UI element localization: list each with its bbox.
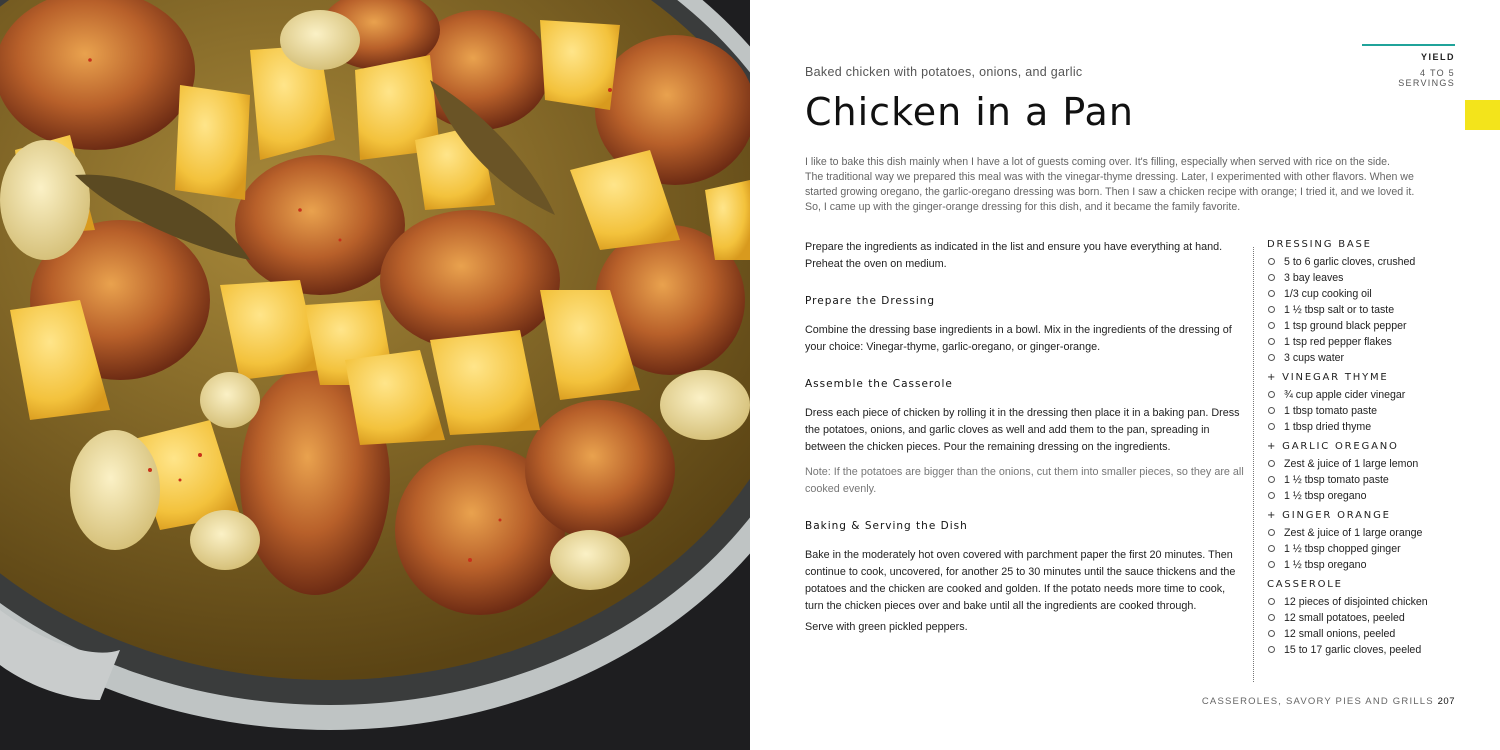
method-column	[805, 239, 1245, 640]
step-heading: Baking & Serving the Dish	[805, 520, 968, 532]
ingredient-item: 1 tsp red pepper flakes	[1267, 334, 1467, 350]
ingredient-item: 3 bay leaves	[1267, 270, 1467, 286]
ingredient-item: 1/3 cup cooking oil	[1267, 286, 1467, 302]
ingredient-group-garlic-oregano	[1267, 441, 1467, 504]
recipe-page	[750, 0, 1500, 750]
ingredient-item: 1 tsp ground black pepper	[1267, 318, 1467, 334]
footer-section: CASSEROLES, SAVORY PIES AND GRILLS	[1201, 696, 1434, 707]
ingredient-list	[1267, 254, 1467, 366]
ingredient-item: 1 ½ tbsp oregano	[1267, 557, 1467, 573]
column-divider	[1253, 247, 1254, 682]
ingredient-item: 1 tbsp tomato paste	[1267, 403, 1467, 419]
ingredient-item: ¾ cup apple cider vinegar	[1267, 387, 1467, 403]
ingredient-item: 1 ½ tbsp chopped ginger	[1267, 541, 1467, 557]
ingredient-list	[1267, 594, 1467, 658]
ingredient-group-heading: DRESSING BASE	[1267, 239, 1372, 250]
ingredient-item: 5 to 6 garlic cloves, crushed	[1267, 254, 1467, 270]
yield-box	[1362, 44, 1455, 88]
ingredient-list	[1267, 456, 1467, 504]
yield-accent-rule	[1362, 44, 1455, 46]
recipe-subtitle: Baked chicken with potatoes, onions, and garlic	[805, 65, 1083, 79]
step-text: Dress each piece of chicken by rolling it in the dressing then place it in a baking pan. Dress the potatoes, onions, and garlic cloves as well and add them to the pan, spreading in between the chicken pieces. Pour the remaining dressing on the ingredients.	[805, 407, 1240, 453]
ingredient-list	[1267, 387, 1467, 435]
intro-line: I like to bake this dish mainly when I have a lot of guests coming over. It's filling, especially when served with rice on the side.	[805, 156, 1390, 168]
ingredient-item: Zest & juice of 1 large lemon	[1267, 456, 1467, 472]
serving-suggestion: Serve with green pickled peppers.	[805, 621, 968, 633]
yield-value: 4 TO 5 SERVINGS	[1398, 68, 1455, 88]
method-intro: Prepare the ingredients as indicated in the list and ensure you have everything at hand. Preheat the oven on medium.	[805, 241, 1223, 270]
ingredient-item: 12 pieces of disjointed chicken	[1267, 594, 1467, 610]
ingredient-item: 12 small potatoes, peeled	[1267, 610, 1467, 626]
ingredient-group-casserole	[1267, 579, 1467, 658]
ingredient-item: 1 ½ tbsp tomato paste	[1267, 472, 1467, 488]
ingredient-group-vinegar-thyme	[1267, 372, 1467, 435]
step-note: Note: If the potatoes are bigger than the onions, cut them into smaller pieces, so they are all cooked evenly.	[805, 466, 1244, 495]
step-text: Combine the dressing base ingredients in a bowl. Mix in the ingredients of the dressing of your choice: Vinegar-thyme, garlic-oregano, or ginger-orange.	[805, 324, 1232, 353]
intro-line: The traditional way we prepared this meal was with the vinegar-thyme dressing. Later, I experimented with other flavors. When we	[805, 171, 1414, 183]
recipe-intro	[805, 155, 1445, 215]
ingredient-group-heading: + GARLIC OREGANO	[1267, 441, 1399, 452]
ingredient-group-heading: + VINEGAR THYME	[1267, 372, 1389, 383]
ingredient-item: 1 ½ tbsp salt or to taste	[1267, 302, 1467, 318]
step-heading: Prepare the Dressing	[805, 295, 936, 307]
intro-line: started growing oregano, the garlic-oregano dressing was born. Then I saw a chicken recipe with orange; I tried it, and we loved it.	[805, 186, 1415, 198]
yield-label: YIELD	[1420, 52, 1455, 62]
step-heading: Assemble the Casserole	[805, 378, 953, 390]
ingredient-item: Zest & juice of 1 large orange	[1267, 525, 1467, 541]
ingredient-group-heading: + GINGER ORANGE	[1267, 510, 1391, 521]
intro-line: So, I came up with the ginger-orange dressing for this dish, and it became the family favorite.	[805, 201, 1241, 213]
ingredient-group-ginger-orange	[1267, 510, 1467, 573]
recipe-title: Chicken in a Pan	[805, 90, 1134, 134]
ingredient-item: 1 ½ tbsp oregano	[1267, 488, 1467, 504]
page-footer	[1202, 696, 1455, 707]
ingredient-group-heading: CASSEROLE	[1267, 579, 1343, 590]
ingredient-item: 15 to 17 garlic cloves, peeled	[1267, 642, 1467, 658]
section-tab	[1465, 100, 1500, 130]
ingredient-item: 1 tbsp dried thyme	[1267, 419, 1467, 435]
page-number: 207	[1437, 696, 1455, 707]
ingredient-group-dressing-base	[1267, 239, 1467, 366]
ingredients-column	[1267, 239, 1467, 664]
ingredient-list	[1267, 525, 1467, 573]
ingredient-item: 3 cups water	[1267, 350, 1467, 366]
ingredient-item: 12 small onions, peeled	[1267, 626, 1467, 642]
step-text: Bake in the moderately hot oven covered with parchment paper the first 20 minutes. Then continue to cook, uncovered, for another 25 to 30 minutes until the sauce thickens and the potatoes and the chicken are cooked and golden. If the potato needs more time to cook, turn the chicken pieces over and bake until all the ingredients are cooked through.	[805, 549, 1236, 612]
